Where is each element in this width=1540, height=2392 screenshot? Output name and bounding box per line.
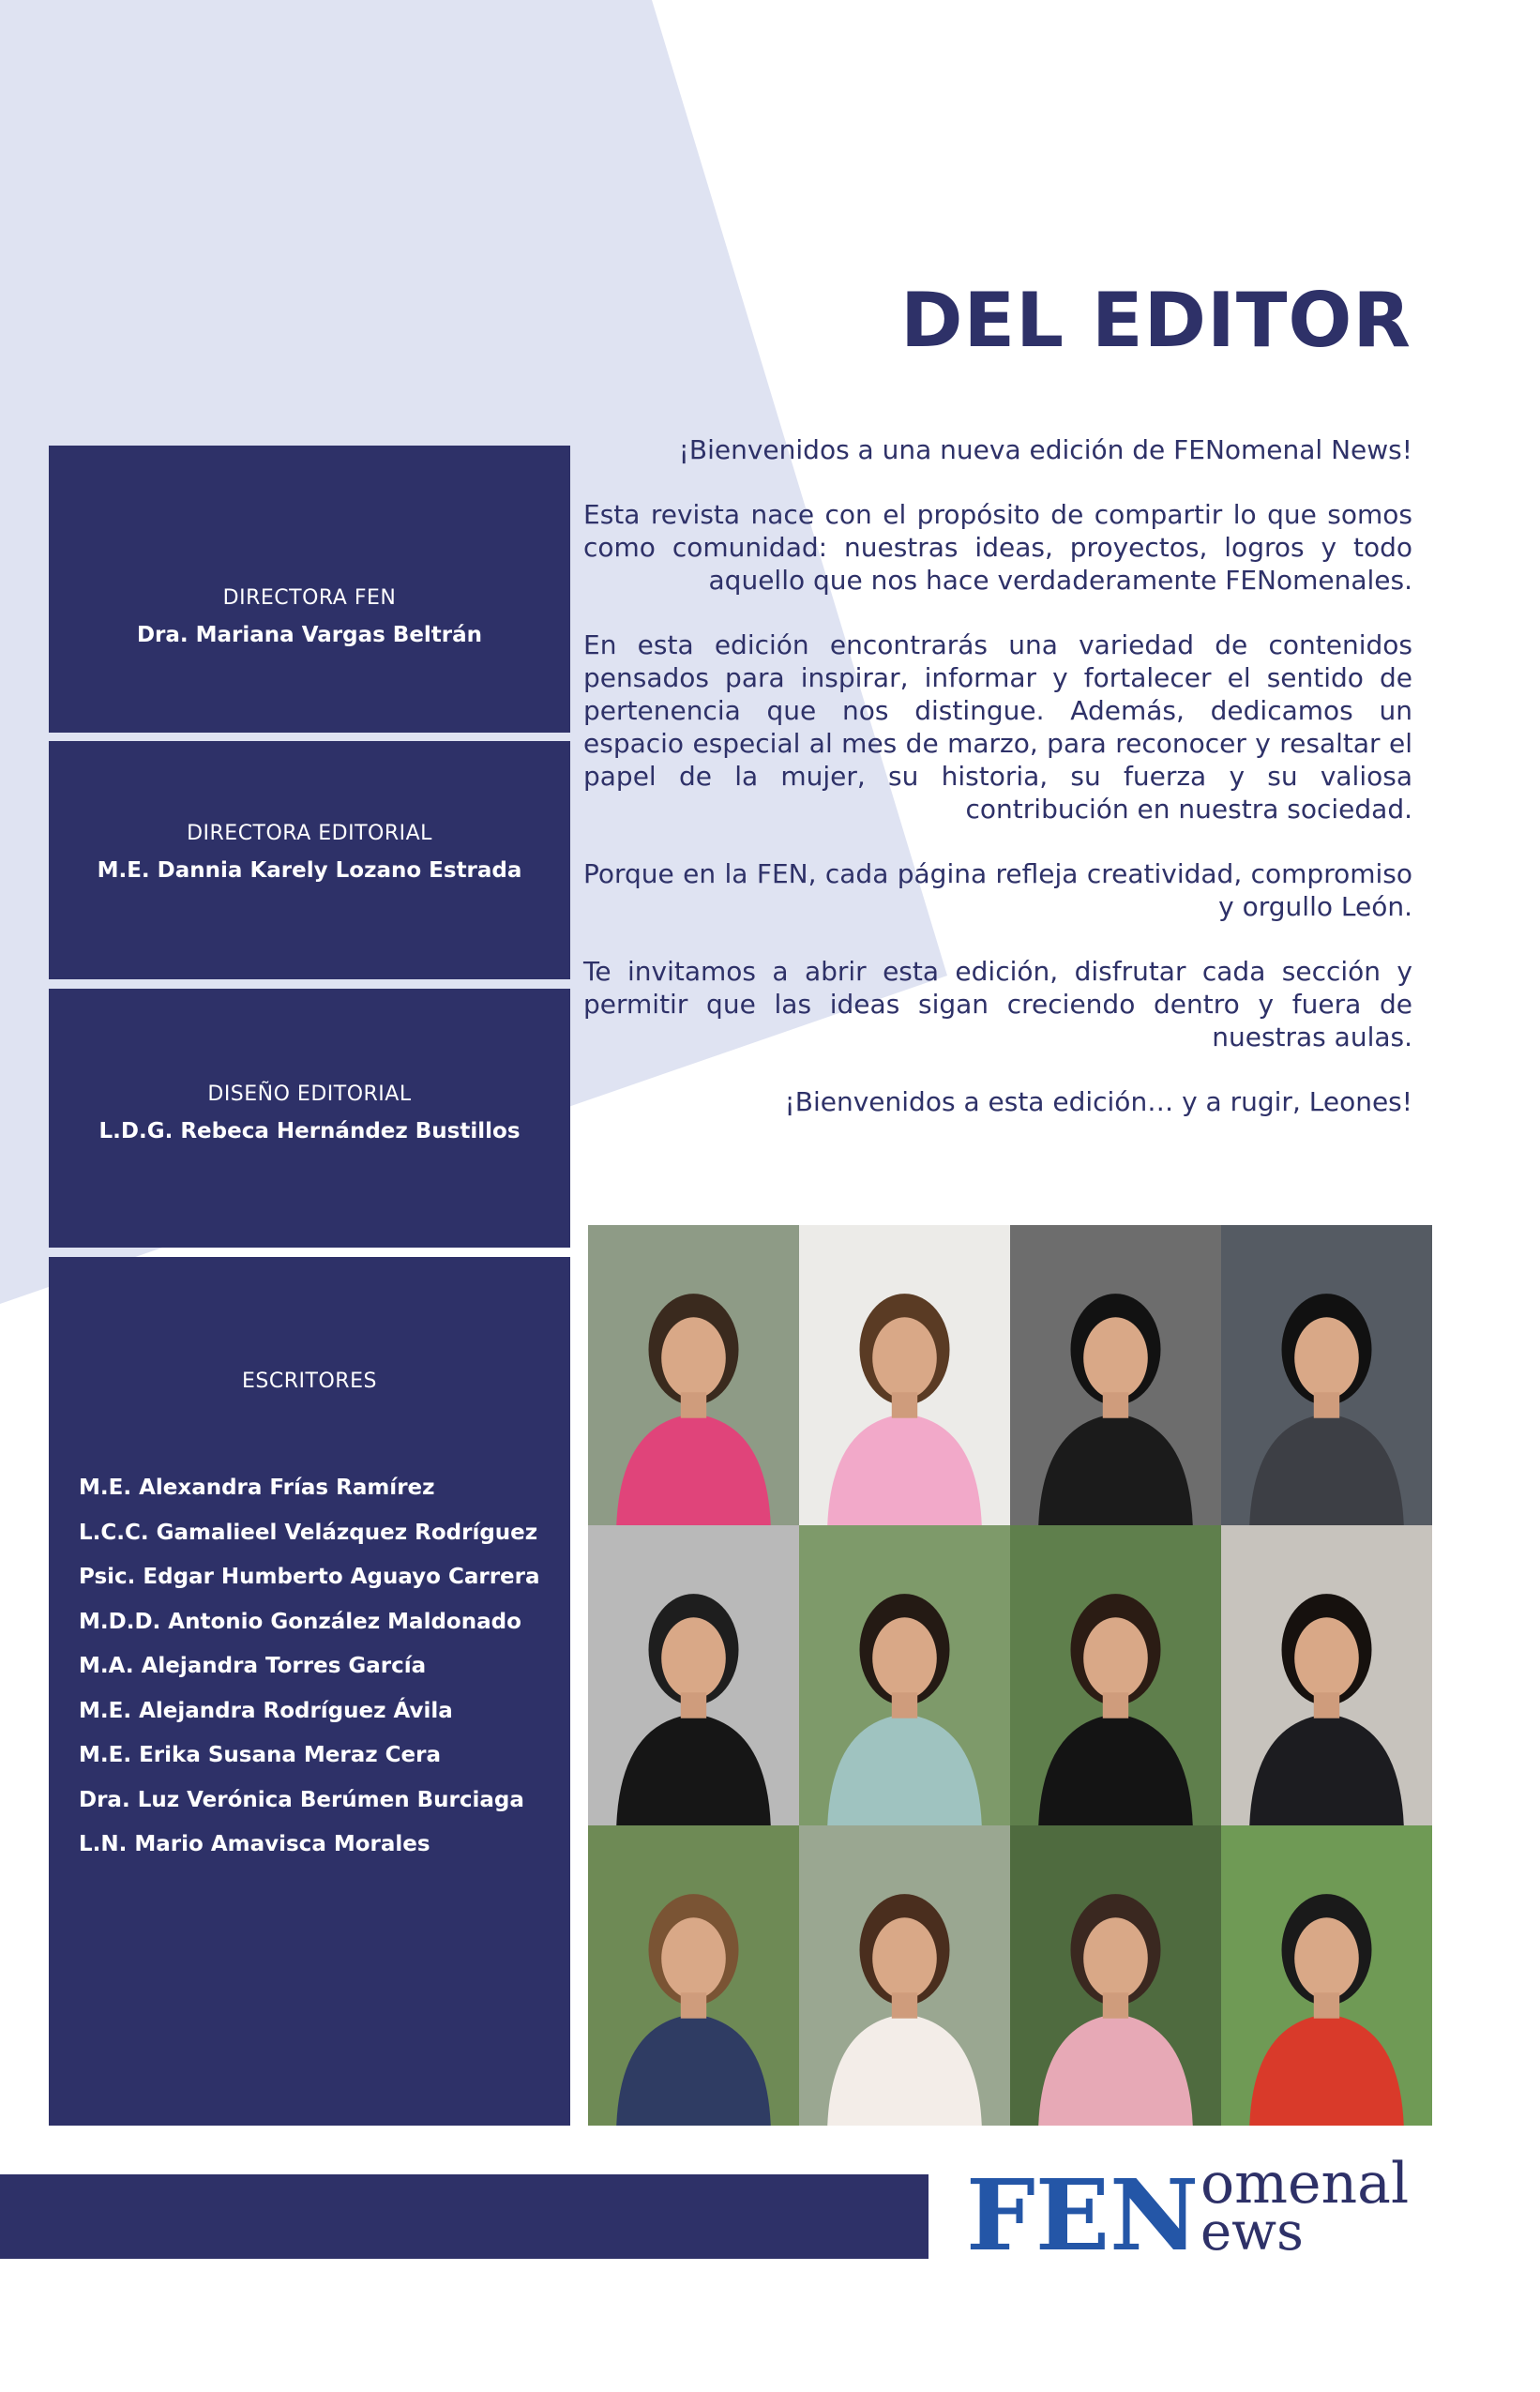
writers-heading: ESCRITORES (242, 1370, 377, 1393)
svg-text:FEN: FEN (966, 2157, 1200, 2261)
portrait-photo (799, 1225, 1010, 1525)
credit-name: M.E. Dannia Karely Lozano Estrada (97, 858, 522, 883)
portrait-photo (1010, 1825, 1221, 2126)
writer-name: M.E. Alejandra Rodríguez Ávila (79, 1698, 453, 1723)
portrait-photo (1010, 1525, 1221, 1825)
svg-text:omenal: omenal (1200, 2151, 1410, 2217)
credit-panel-design (49, 989, 570, 1248)
intro-paragraph: ¡Bienvenidos a una nueva edición de FENomenal News! (678, 434, 1412, 465)
portrait-photo (1221, 1825, 1432, 2126)
intro-paragraph: En esta edición encontrarás una variedad de contenidos pensados para inspirar, informar y fortalecer el sentido de pertenencia que nos distingue. Además, dedicamos un espacio especial al mes de marzo, para reconocer y resaltar el papel de la mujer, su historia, su fuerza y su valiosa contribución en nuestra sociedad. (583, 629, 1412, 825)
credit-role: DIRECTORA EDITORIAL (187, 822, 432, 845)
credit-name: L.D.G. Rebeca Hernández Bustillos (98, 1119, 521, 1143)
credit-panel-director (49, 446, 570, 733)
svg-text:ews: ews (1200, 2202, 1304, 2261)
credit-name: Dra. Mariana Vargas Beltrán (136, 623, 483, 647)
portrait-photo (588, 1225, 799, 1525)
intro-paragraph: Porque en la FEN, cada página refleja creatividad, compromiso y orgullo León. (583, 858, 1412, 922)
writer-name: M.A. Alejandra Torres García (79, 1654, 427, 1678)
portrait-photo (1010, 1225, 1221, 1525)
intro-paragraph: Esta revista nace con el propósito de compartir lo que somos como comunidad: nuestras ideas, proyectos, logros y todo aquello que nos hace verdaderamente FENomenales. (583, 499, 1412, 596)
writer-name: M.E. Erika Susana Meraz Cera (79, 1743, 441, 1767)
writer-name: M.E. Alexandra Frías Ramírez (79, 1476, 435, 1500)
writers-panel (49, 1257, 570, 2126)
intro-paragraph: Te invitamos a abrir esta edición, disfrutar cada sección y permitir que las ideas sigan creciendo dentro y fuera de nuestras aulas. (583, 956, 1412, 1052)
editor-letter (583, 433, 1412, 1150)
page-title: DEL EDITOR (900, 277, 1412, 364)
writers-list (49, 1466, 570, 1868)
portrait-photo (799, 1825, 1010, 2126)
portrait-photo (1221, 1525, 1432, 1825)
writer-name: L.N. Mario Amavisca Morales (79, 1832, 430, 1856)
fenomenal-news-logo (966, 2148, 1416, 2261)
writers-photo-collage (588, 1225, 1432, 2126)
portrait-photo (588, 1825, 799, 2126)
intro-paragraph: ¡Bienvenidos a esta edición… y a rugir, Leones! (784, 1086, 1412, 1117)
writer-name: L.C.C. Gamalieel Velázquez Rodríguez (79, 1520, 538, 1545)
writer-name: M.D.D. Antonio González Maldonado (79, 1609, 521, 1634)
writer-name: Psic. Edgar Humberto Aguayo Carrera (79, 1565, 540, 1589)
footer-bar (0, 2174, 929, 2259)
portrait-photo (799, 1525, 1010, 1825)
writer-name: Dra. Luz Verónica Berúmen Burciaga (79, 1787, 524, 1812)
credit-panel-editorial (49, 741, 570, 979)
portrait-photo (1221, 1225, 1432, 1525)
credit-role: DISEÑO EDITORIAL (207, 1082, 412, 1106)
portrait-photo (588, 1525, 799, 1825)
credit-role: DIRECTORA FEN (222, 586, 397, 610)
